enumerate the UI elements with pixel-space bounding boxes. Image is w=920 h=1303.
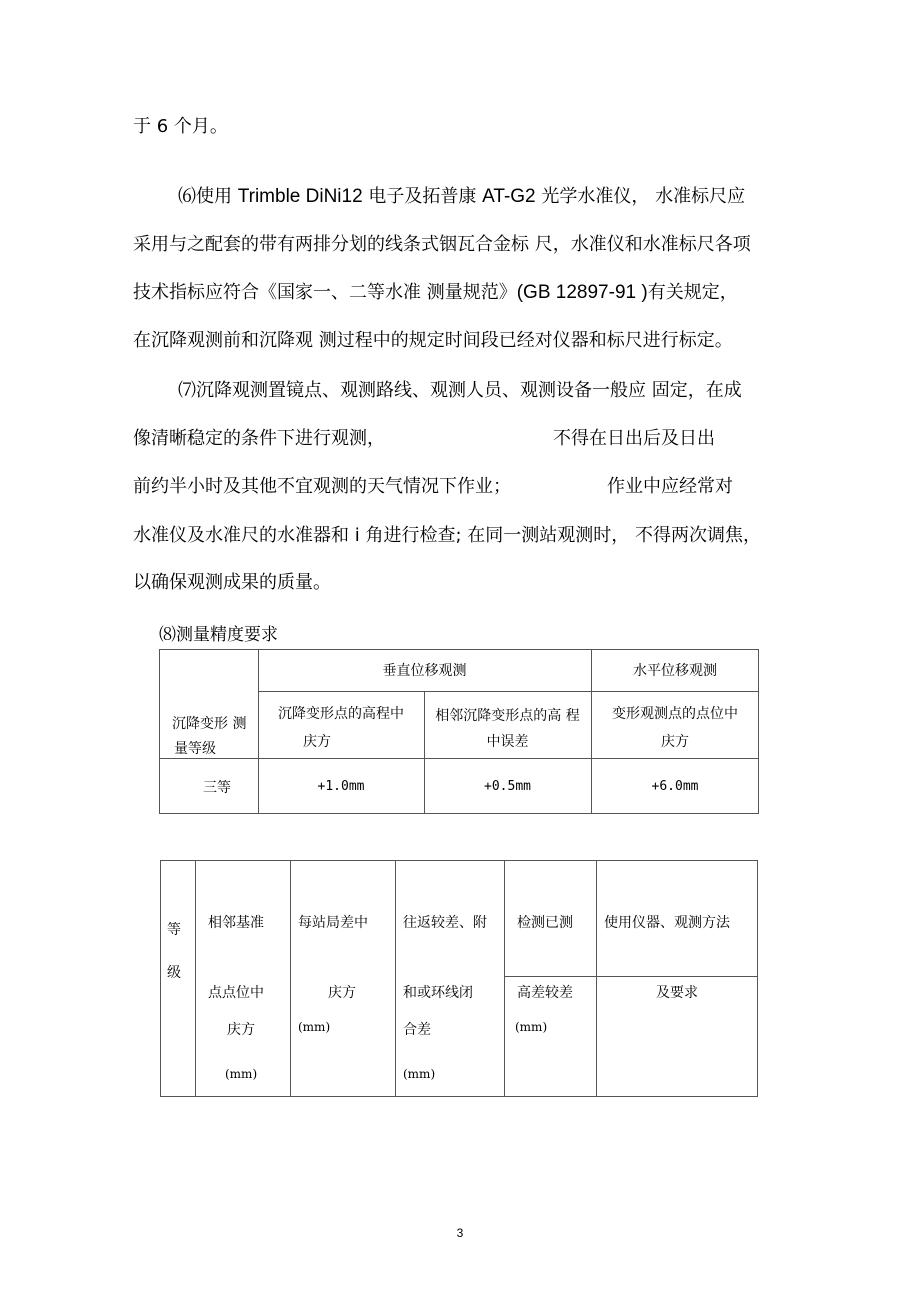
column-header: 变形观测点的点位中 — [612, 706, 738, 722]
value-cell: +0.5mm — [484, 779, 531, 794]
text-span: AT-G2 — [482, 186, 536, 207]
column-header: 和或环线闭 — [403, 985, 473, 1001]
table-divider — [290, 860, 291, 1097]
text-span: (GB 12897-91 ) — [516, 282, 648, 303]
paragraph-line: 采用与之配套的带有两排分划的线条式铟瓦合金标 尺，水准仪和水准标尺各项 — [133, 234, 751, 255]
column-header: 及要求 — [656, 985, 698, 1001]
column-header: 庆方 — [227, 1022, 255, 1038]
text-span: 电子及拓普康 — [362, 186, 483, 207]
table-divider — [504, 976, 758, 977]
column-header: (mm) — [515, 1020, 548, 1034]
table-divider — [258, 691, 759, 692]
paragraph-line: 作业中应经常对 — [607, 476, 733, 497]
column-header: (mm) — [403, 1067, 436, 1081]
table-divider — [159, 758, 759, 759]
paragraph-line: ⑺沉降观测置镜点、观测路线、观测人员、观测设备一般应 固定，在成 — [178, 380, 742, 401]
paragraph-line — [178, 185, 745, 209]
text-span: 有关规定， — [647, 282, 738, 303]
grade-header: 等 — [167, 922, 181, 938]
value-cell: +1.0mm — [317, 779, 365, 794]
column-header: 庆方 — [328, 985, 356, 1001]
column-header: (mm) — [298, 1020, 331, 1034]
table-header: 水平位移观测 — [633, 663, 717, 679]
column-header: 点点位中 — [208, 985, 264, 1001]
text-span: 光学水准仪， 水准标尺应 — [535, 186, 746, 207]
column-header: 每站局差中 — [298, 915, 368, 931]
row-label: 沉降变形 测 — [172, 716, 247, 732]
paragraph-line: 于 6 个月。 — [133, 116, 228, 137]
section-title: ⑻测量精度要求 — [159, 625, 278, 645]
paragraph-line: 以确保观测成果的质量。 — [133, 572, 331, 593]
page-number: 3 — [456, 1226, 464, 1240]
table-header: 垂直位移观测 — [382, 663, 467, 679]
column-header: 检测已测 — [517, 915, 573, 931]
column-header: 庆方 — [303, 734, 331, 750]
paragraph-line: 水准仪及水准尺的水准器和 i 角进行检查; 在同一测站观测时， 不得两次调焦， — [133, 525, 761, 546]
column-header: 庆方 — [661, 734, 689, 750]
row-label: 量等级 — [174, 741, 216, 757]
table-divider — [596, 860, 597, 1097]
text-span: 技术指标应符合《国家一、二等水准 测量规范》 — [133, 282, 517, 303]
value-cell: +6.0mm — [651, 779, 699, 794]
paragraph-line: 前约半小时及其他不宜观测的天气情况下作业； — [133, 476, 511, 497]
column-header: 使用仪器、观测方法 — [604, 915, 730, 931]
column-header: 沉降变形点的高程中 — [278, 706, 404, 722]
column-header: (mm) — [225, 1067, 258, 1081]
paragraph-line: 不得在日出后及日出 — [553, 428, 715, 449]
paragraph-line: 像清晰稳定的条件下进行观测， — [133, 428, 385, 449]
column-header: 往返较差、附 — [403, 915, 487, 931]
text-span: Trimble DiNi12 — [237, 186, 363, 207]
text-span: ⑹使用 — [178, 186, 238, 207]
column-header: 中误差 — [486, 734, 529, 750]
column-header: 合差 — [403, 1022, 431, 1038]
column-header: 相邻基准 — [208, 915, 264, 931]
table-border — [160, 860, 758, 1097]
table-divider — [395, 860, 396, 1097]
column-header: 相邻沉降变形点的高 程 — [435, 708, 580, 724]
paragraph-line: 在沉降观测前和沉降观 测过程中的规定时间段已经对仪器和标尺进行标定。 — [133, 330, 733, 351]
table-divider — [504, 860, 505, 1097]
table-divider — [195, 860, 196, 1097]
grade-header: 级 — [167, 965, 181, 981]
column-header: 高差较差 — [517, 985, 573, 1001]
paragraph-line — [133, 281, 738, 305]
grade-cell: 三等 — [203, 780, 231, 796]
